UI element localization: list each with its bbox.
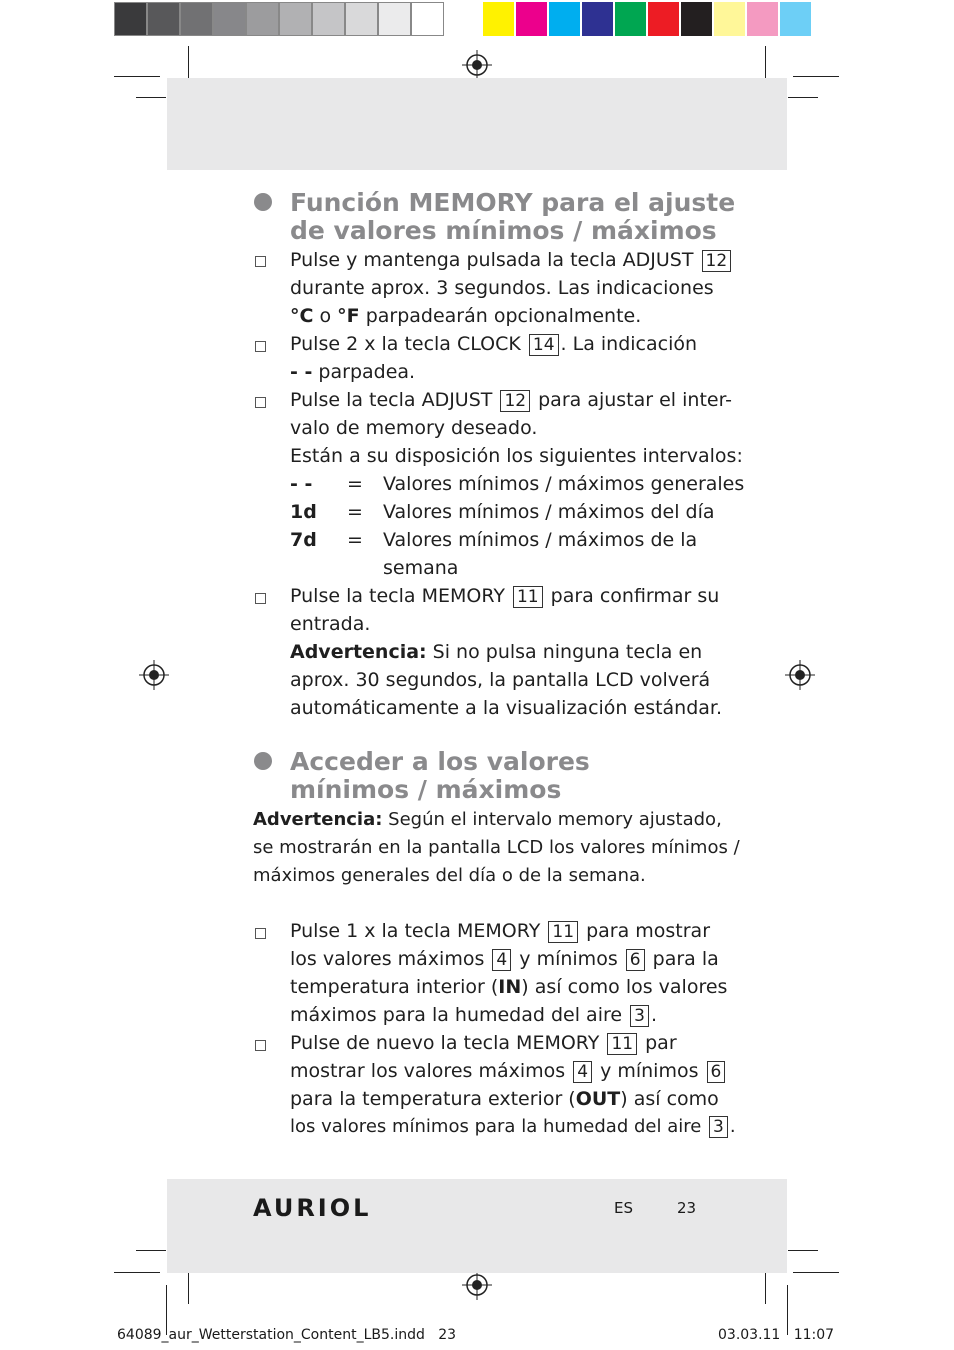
intro-line: Advertencia: Según el intervalo memory ajustado, bbox=[253, 809, 722, 830]
color-swatch bbox=[213, 2, 246, 36]
color-swatch bbox=[780, 2, 813, 36]
interval-equals: = bbox=[347, 529, 363, 551]
registration-mark-icon bbox=[139, 660, 169, 690]
reference-number: 6 bbox=[707, 1061, 726, 1083]
instruction-line: Pulse la tecla MEMORY 11 para confirmar su bbox=[290, 585, 720, 607]
instruction-line: máximos para la humedad del aire 3 . bbox=[290, 1004, 657, 1026]
crop-mark bbox=[793, 1272, 839, 1273]
color-swatch bbox=[246, 2, 279, 36]
brand-logo: AURIOL bbox=[253, 1194, 372, 1222]
crop-mark bbox=[114, 76, 160, 77]
note-line: automáticamente a la visualización estándar. bbox=[290, 697, 723, 719]
reference-number: 14 bbox=[529, 334, 559, 356]
instruction-line: valo de memory deseado. bbox=[290, 417, 538, 439]
color-swatch bbox=[549, 2, 582, 36]
reference-number: 6 bbox=[626, 949, 645, 971]
color-calibration-bar bbox=[114, 2, 444, 36]
instruction-line: Pulse y mantenga pulsada la tecla ADJUST 12 bbox=[290, 246, 733, 274]
color-swatch bbox=[147, 2, 180, 36]
crop-mark bbox=[188, 1272, 189, 1304]
color-swatch bbox=[378, 2, 411, 36]
interval-key: - - bbox=[290, 473, 313, 495]
crop-mark bbox=[136, 97, 166, 98]
reference-number: 11 bbox=[513, 586, 543, 608]
checkbox-icon bbox=[255, 397, 266, 408]
section-bullet-icon bbox=[254, 193, 272, 211]
color-swatch bbox=[714, 2, 747, 36]
header-panel bbox=[167, 78, 787, 170]
interval-key: 7d bbox=[290, 529, 317, 551]
color-swatch bbox=[516, 2, 549, 36]
crop-mark bbox=[136, 1250, 166, 1251]
crop-mark bbox=[114, 1272, 160, 1273]
color-swatch bbox=[681, 2, 714, 36]
color-swatch bbox=[648, 2, 681, 36]
color-swatch bbox=[114, 2, 147, 36]
instruction-line: durante aprox. 3 segundos. Las indicaciones bbox=[290, 277, 714, 299]
instruction-line: para la temperatura exterior (OUT) así como bbox=[290, 1088, 719, 1110]
color-swatch bbox=[180, 2, 213, 36]
instruction-line: entrada. bbox=[290, 613, 371, 635]
section-bullet-icon bbox=[254, 752, 272, 770]
intro-line: se mostrarán en la pantalla LCD los valores mínimos / bbox=[253, 837, 740, 858]
reference-number: 11 bbox=[607, 1033, 637, 1055]
interval-desc: Valores mínimos / máximos de la bbox=[383, 529, 698, 551]
interval-equals: = bbox=[347, 473, 363, 495]
print-date: 03.03.11 11:07 bbox=[718, 1327, 835, 1343]
section-title: Función MEMORY para el ajuste de valores mínimos / máximos bbox=[290, 188, 736, 245]
color-swatch bbox=[345, 2, 378, 36]
checkbox-icon bbox=[255, 928, 266, 939]
instruction-line: Pulse la tecla ADJUST 12 para ajustar el inter- bbox=[290, 389, 733, 411]
color-swatch bbox=[747, 2, 780, 36]
interval-desc: Valores mínimos / máximos generales bbox=[383, 473, 745, 495]
note-line: Advertencia: Si no pulsa ninguna tecla en bbox=[290, 641, 703, 663]
interval-desc: semana bbox=[383, 557, 459, 579]
instruction-line: - - parpadea. bbox=[290, 361, 416, 383]
crop-mark bbox=[765, 1272, 766, 1304]
color-swatch bbox=[279, 2, 312, 36]
instruction-line: los valores máximos 4 y mínimos 6 para la bbox=[290, 948, 719, 970]
color-swatch bbox=[582, 2, 615, 36]
instruction-line: Pulse de nuevo la tecla MEMORY 11 par bbox=[290, 1032, 677, 1054]
instruction-line: Pulse 2 x la tecla CLOCK 14 . La indicación bbox=[290, 333, 698, 355]
registration-mark-icon bbox=[462, 1270, 492, 1300]
reference-number: 3 bbox=[709, 1116, 728, 1138]
instruction-line: Pulse 1 x la tecla MEMORY 11 para mostrar bbox=[290, 920, 711, 942]
file-slug: 64089_aur_Wetterstation_Content_LB5.indd 23 bbox=[117, 1327, 457, 1343]
reference-number: 12 bbox=[500, 390, 530, 412]
interval-equals: = bbox=[347, 501, 363, 523]
reference-number: 4 bbox=[573, 1061, 592, 1083]
color-swatch bbox=[483, 2, 516, 36]
color-swatch bbox=[615, 2, 648, 36]
crop-mark bbox=[788, 1250, 818, 1251]
crop-mark bbox=[765, 46, 766, 78]
process-color-bar bbox=[483, 2, 813, 36]
note-line: aprox. 30 segundos, la pantalla LCD volverá bbox=[290, 669, 711, 691]
checkbox-icon bbox=[255, 1040, 266, 1051]
instruction-line: Están a su disposición los siguientes intervalos: bbox=[290, 445, 743, 467]
checkbox-icon bbox=[255, 341, 266, 352]
checkbox-icon bbox=[255, 256, 266, 267]
interval-desc: Valores mínimos / máximos del día bbox=[383, 501, 715, 523]
reference-number: 12 bbox=[702, 250, 732, 272]
registration-mark-icon bbox=[462, 50, 492, 80]
reference-number: 4 bbox=[492, 949, 511, 971]
color-swatch bbox=[411, 2, 444, 36]
section-title: Acceder a los valores mínimos / máximos bbox=[290, 747, 590, 804]
crop-mark bbox=[188, 46, 189, 78]
instruction-line: °C o °F parpadearán opcionalmente. bbox=[290, 305, 642, 327]
instruction-line: mostrar los valores máximos 4 y mínimos 6 bbox=[290, 1057, 727, 1085]
page-number: 23 bbox=[677, 1199, 697, 1217]
crop-mark bbox=[788, 97, 818, 98]
color-swatch bbox=[312, 2, 345, 36]
registration-mark-icon bbox=[785, 660, 815, 690]
crop-mark bbox=[793, 76, 839, 77]
intro-line: máximos generales del día o de la semana. bbox=[253, 865, 646, 886]
interval-key: 1d bbox=[290, 501, 317, 523]
instruction-line: temperatura interior (IN) así como los valores bbox=[290, 976, 728, 998]
checkbox-icon bbox=[255, 593, 266, 604]
reference-number: 11 bbox=[548, 921, 578, 943]
instruction-line: los valores mínimos para la humedad del aire 3 . bbox=[290, 1116, 736, 1137]
language-code: ES bbox=[614, 1199, 633, 1217]
reference-number: 3 bbox=[630, 1005, 649, 1027]
